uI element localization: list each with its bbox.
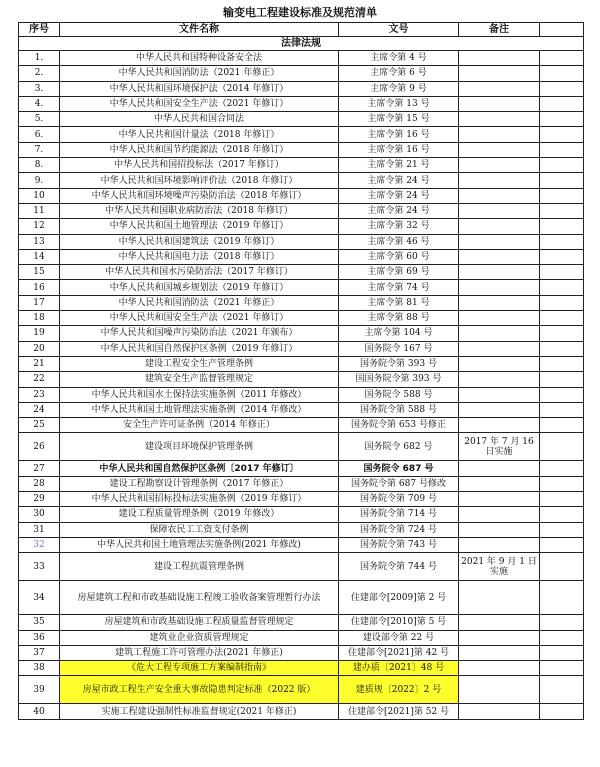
row-note	[459, 581, 540, 615]
row-no: 39	[19, 676, 60, 704]
row-no: 12	[19, 219, 60, 234]
row-extra	[540, 112, 584, 127]
table-row	[19, 372, 584, 387]
row-no: 27	[19, 461, 60, 476]
row-extra	[540, 581, 584, 615]
row-note	[459, 461, 540, 476]
table-row	[19, 661, 584, 676]
row-name: 中华人民共和国噪声污染防治法（2021 年颁布）	[60, 326, 339, 341]
row-doc: 主席令第 69 号	[339, 265, 459, 280]
row-note	[459, 66, 540, 81]
section-laws: 法律法规	[19, 37, 584, 51]
row-extra	[540, 51, 584, 66]
row-doc: 国务院令第 724 号	[339, 522, 459, 537]
row-no: 29	[19, 492, 60, 507]
row-doc: 建办质〔2021〕48 号	[339, 661, 459, 676]
row-extra	[540, 311, 584, 326]
row-name: 中华人民共和国自然保护区条例〔2017 年修订〕	[60, 461, 339, 476]
row-note	[459, 96, 540, 111]
row-extra	[540, 326, 584, 341]
row-name: 中华人民共和国安全生产法（2021 年修订）	[60, 96, 339, 111]
row-name: 中华人民共和国特种设备安全法	[60, 51, 339, 66]
table-row	[19, 492, 584, 507]
row-no: 15	[19, 265, 60, 280]
row-name: 中华人民共和国建筑法（2019 年修订）	[60, 234, 339, 249]
row-note	[459, 219, 540, 234]
row-extra	[540, 265, 584, 280]
row-doc: 主席令第 13 号	[339, 96, 459, 111]
row-doc: 主席令第 81 号	[339, 295, 459, 310]
row-no: 30	[19, 507, 60, 522]
row-doc: 主席令第 24 号	[339, 188, 459, 203]
row-note	[459, 418, 540, 433]
row-extra	[540, 280, 584, 295]
row-note	[459, 387, 540, 402]
table-row	[19, 537, 584, 552]
row-name: 建设工程质量管理条例（2019 年修改）	[60, 507, 339, 522]
row-no: 33	[19, 553, 60, 581]
header-note: 备注	[459, 23, 540, 37]
row-note	[459, 234, 540, 249]
header-doc: 文号	[339, 23, 459, 37]
row-note	[459, 645, 540, 660]
row-note	[459, 522, 540, 537]
table-row	[19, 356, 584, 371]
row-name: 中华人民共和国环境噪声污染防治法（2018 年修订）	[60, 188, 339, 203]
row-note	[459, 615, 540, 630]
row-note	[459, 280, 540, 295]
row-note	[459, 704, 540, 719]
row-no: 24	[19, 402, 60, 417]
row-no: 18	[19, 311, 60, 326]
row-note	[459, 112, 540, 127]
row-name: 中华人民共和国自然保护区条例（2019 年修订）	[60, 341, 339, 356]
table-row	[19, 676, 584, 704]
row-name: 房屋建筑和市政基础设施工程质量监督管理规定	[60, 615, 339, 630]
row-doc: 国务院令第 653 号修正	[339, 418, 459, 433]
row-doc: 国务院令 588 号	[339, 387, 459, 402]
row-doc: 国务院令 167 号	[339, 341, 459, 356]
row-extra	[540, 66, 584, 81]
row-extra	[540, 553, 584, 581]
row-no: 5.	[19, 112, 60, 127]
row-note	[459, 630, 540, 645]
row-extra	[540, 249, 584, 264]
row-extra	[540, 188, 584, 203]
row-note	[459, 158, 540, 173]
row-doc: 住建部令[2010]第 5 号	[339, 615, 459, 630]
row-note	[459, 372, 540, 387]
row-name: 中华人民共和国土地管理法（2019 年修订）	[60, 219, 339, 234]
row-name: 中华人民共和国节约能源法（2018 年修订）	[60, 142, 339, 157]
row-extra	[540, 203, 584, 218]
row-no: 1.	[19, 51, 60, 66]
row-name: 建设项目环境保护管理条例	[60, 433, 339, 461]
table-row	[19, 96, 584, 111]
row-extra	[540, 476, 584, 491]
row-no: 37	[19, 645, 60, 660]
row-doc: 主席令第 9 号	[339, 81, 459, 96]
row-extra	[540, 661, 584, 676]
table-row	[19, 158, 584, 173]
table-row	[19, 507, 584, 522]
row-extra	[540, 341, 584, 356]
row-extra	[540, 372, 584, 387]
row-note	[459, 173, 540, 188]
row-doc: 主席令第 60 号	[339, 249, 459, 264]
row-note	[459, 476, 540, 491]
row-extra	[540, 81, 584, 96]
table-row	[19, 433, 584, 461]
row-no: 2.	[19, 66, 60, 81]
row-note	[459, 492, 540, 507]
row-doc: 主席令第 24 号	[339, 173, 459, 188]
table-row	[19, 81, 584, 96]
row-doc: 建设部令第 22 号	[339, 630, 459, 645]
row-name: 中华人民共和国城乡规划法（2019 年修订）	[60, 280, 339, 295]
row-extra	[540, 142, 584, 157]
row-name: 建筑业企业资质管理规定	[60, 630, 339, 645]
row-doc: 住建部令[2021]第 52 号	[339, 704, 459, 719]
row-extra	[540, 219, 584, 234]
table-row	[19, 265, 584, 280]
table-row	[19, 418, 584, 433]
table-row	[19, 581, 584, 615]
row-name: 中华人民共和国合同法	[60, 112, 339, 127]
row-extra	[540, 615, 584, 630]
row-note	[459, 537, 540, 552]
table-row	[19, 326, 584, 341]
row-doc: 主席令第 32 号	[339, 219, 459, 234]
row-doc: 国国务院令第 393 号	[339, 372, 459, 387]
row-doc: 国务院令第 743 号	[339, 537, 459, 552]
row-no: 40	[19, 704, 60, 719]
row-name: 《危大工程专项施工方案编制指南》	[60, 661, 339, 676]
row-extra	[540, 127, 584, 142]
row-doc: 住建部令[2021]第 42 号	[339, 645, 459, 660]
row-extra	[540, 402, 584, 417]
row-no: 28	[19, 476, 60, 491]
table-row	[19, 402, 584, 417]
table-row	[19, 249, 584, 264]
table-row	[19, 645, 584, 660]
row-doc: 主席令第 24 号	[339, 203, 459, 218]
row-name: 建设工程抗震管理条例	[60, 553, 339, 581]
row-no: 36	[19, 630, 60, 645]
row-extra	[540, 522, 584, 537]
row-name: 中华人民共和国土地管理法实施条例（2014 年修改）	[60, 402, 339, 417]
row-doc: 主席令第 16 号	[339, 127, 459, 142]
table-row	[19, 341, 584, 356]
row-no: 23	[19, 387, 60, 402]
row-extra	[540, 537, 584, 552]
row-name: 建筑工程施工许可管理办法(2021 年修正)	[60, 645, 339, 660]
row-name: 中华人民共和国环境保护法（2014 年修订）	[60, 81, 339, 96]
row-no: 26	[19, 433, 60, 461]
row-note	[459, 356, 540, 371]
row-no: 16	[19, 280, 60, 295]
row-doc: 主席令第 104 号	[339, 326, 459, 341]
row-doc: 国务院令第 714 号	[339, 507, 459, 522]
row-name: 建设工程安全生产管理条例	[60, 356, 339, 371]
row-no: 19	[19, 326, 60, 341]
row-name: 中华人民共和国消防法（2021 年修正）	[60, 66, 339, 81]
row-no: 21	[19, 356, 60, 371]
row-extra	[540, 158, 584, 173]
row-no: 31	[19, 522, 60, 537]
row-note: 2017 年 7 月 16 日实施	[459, 433, 540, 461]
row-name: 中华人民共和国安全生产法（2021 年修订）	[60, 311, 339, 326]
table-row	[19, 461, 584, 476]
row-extra	[540, 507, 584, 522]
row-extra	[540, 418, 584, 433]
table-row	[19, 203, 584, 218]
row-name: 中华人民共和国招投标法（2017 年修订）	[60, 158, 339, 173]
row-extra	[540, 356, 584, 371]
row-doc: 主席令第 16 号	[339, 142, 459, 157]
row-extra	[540, 630, 584, 645]
row-no: 9.	[19, 173, 60, 188]
row-note	[459, 203, 540, 218]
table-row	[19, 142, 584, 157]
row-no: 20	[19, 341, 60, 356]
row-name: 中华人民共和国水土保持法实施条例（2011 年修改）	[60, 387, 339, 402]
table-row	[19, 311, 584, 326]
row-extra	[540, 96, 584, 111]
row-note	[459, 142, 540, 157]
table-row	[19, 219, 584, 234]
row-no: 3.	[19, 81, 60, 96]
row-no: 32	[19, 537, 60, 552]
row-doc: 主席令第 88 号	[339, 311, 459, 326]
row-name: 实施工程建设强制性标准监督规定(2021 年修正)	[60, 704, 339, 719]
row-note	[459, 402, 540, 417]
row-name: 中华人民共和国土地管理法实施条例(2021 年修改)	[60, 537, 339, 552]
table-row	[19, 112, 584, 127]
row-name: 房屋建筑工程和市政基础设施工程竣工验收备案管理暂行办法	[60, 581, 339, 615]
row-no: 11	[19, 203, 60, 218]
row-doc: 主席令第 4 号	[339, 51, 459, 66]
row-doc: 主席令第 6 号	[339, 66, 459, 81]
row-note	[459, 326, 540, 341]
table-row	[19, 234, 584, 249]
table-row	[19, 387, 584, 402]
row-note	[459, 81, 540, 96]
row-no: 8.	[19, 158, 60, 173]
row-note	[459, 295, 540, 310]
table-row	[19, 66, 584, 81]
row-extra	[540, 461, 584, 476]
row-name: 中华人民共和国消防法（2021 年修正）	[60, 295, 339, 310]
row-name: 建筑安全生产监督管理规定	[60, 372, 339, 387]
table-row	[19, 704, 584, 719]
row-note	[459, 341, 540, 356]
row-name: 房屋市政工程生产安全重大事故隐患判定标准（2022 版）	[60, 676, 339, 704]
row-doc: 国务院令第 393 号	[339, 356, 459, 371]
row-no: 6.	[19, 127, 60, 142]
table-row	[19, 522, 584, 537]
row-name: 中华人民共和国招标投标法实施条例（2019 年修订）	[60, 492, 339, 507]
row-no: 22	[19, 372, 60, 387]
row-no: 38	[19, 661, 60, 676]
row-no: 35	[19, 615, 60, 630]
table-row	[19, 127, 584, 142]
row-note	[459, 127, 540, 142]
document-title: 输变电工程建设标准及规范清单	[223, 6, 377, 19]
table-row	[19, 295, 584, 310]
row-extra	[540, 173, 584, 188]
table-row	[19, 280, 584, 295]
row-doc: 主席令第 21 号	[339, 158, 459, 173]
row-extra	[540, 676, 584, 704]
row-extra	[540, 295, 584, 310]
row-doc: 国务院令第 709 号	[339, 492, 459, 507]
row-note	[459, 249, 540, 264]
table-row	[19, 188, 584, 203]
table-row	[19, 173, 584, 188]
row-no: 10	[19, 188, 60, 203]
header-no: 序号	[19, 23, 60, 37]
table-row	[19, 630, 584, 645]
row-note: 2021 年 9 月 1 日实施	[459, 553, 540, 581]
row-extra	[540, 645, 584, 660]
header-extra	[540, 23, 584, 37]
row-note	[459, 507, 540, 522]
row-no: 17	[19, 295, 60, 310]
row-no: 7.	[19, 142, 60, 157]
row-name: 建设工程勘察设计管理条例（2017 年修正）	[60, 476, 339, 491]
standards-table	[18, 22, 584, 720]
row-note	[459, 661, 540, 676]
row-extra	[540, 492, 584, 507]
table-row	[19, 615, 584, 630]
row-doc: 主席令第 46 号	[339, 234, 459, 249]
table-row	[19, 51, 584, 66]
row-doc: 住建部令[2009]第 2 号	[339, 581, 459, 615]
row-doc: 国务院令第 588 号	[339, 402, 459, 417]
row-doc: 国务院令第 744 号	[339, 553, 459, 581]
row-no: 25	[19, 418, 60, 433]
row-doc: 国务院令 687 号	[339, 461, 459, 476]
row-note	[459, 188, 540, 203]
header-name: 文件名称	[60, 23, 339, 37]
row-extra	[540, 387, 584, 402]
row-note	[459, 676, 540, 704]
row-no: 13	[19, 234, 60, 249]
row-doc: 建质规〔2022〕2 号	[339, 676, 459, 704]
row-name: 中华人民共和国电力法（2018 年修订）	[60, 249, 339, 264]
row-no: 34	[19, 581, 60, 615]
table-row	[19, 476, 584, 491]
row-doc: 国务院令第 687 号修改	[339, 476, 459, 491]
row-name: 中华人民共和国水污染防治法（2017 年修订）	[60, 265, 339, 280]
row-extra	[540, 433, 584, 461]
row-name: 安全生产许可证条例（2014 年修正）	[60, 418, 339, 433]
row-name: 中华人民共和国计量法（2018 年修订）	[60, 127, 339, 142]
row-doc: 国务院令 682 号	[339, 433, 459, 461]
row-name: 保障农民工工资支付条例	[60, 522, 339, 537]
row-no: 4.	[19, 96, 60, 111]
row-doc: 主席令第 15 号	[339, 112, 459, 127]
row-doc: 主席令第 74 号	[339, 280, 459, 295]
row-extra	[540, 234, 584, 249]
row-name: 中华人民共和国环境影响评价法（2018 年修订）	[60, 173, 339, 188]
row-extra	[540, 704, 584, 719]
row-note	[459, 265, 540, 280]
row-no: 14	[19, 249, 60, 264]
table-row	[19, 553, 584, 581]
row-note	[459, 311, 540, 326]
row-note	[459, 51, 540, 66]
row-name: 中华人民共和国职业病防治法（2018 年修订）	[60, 203, 339, 218]
